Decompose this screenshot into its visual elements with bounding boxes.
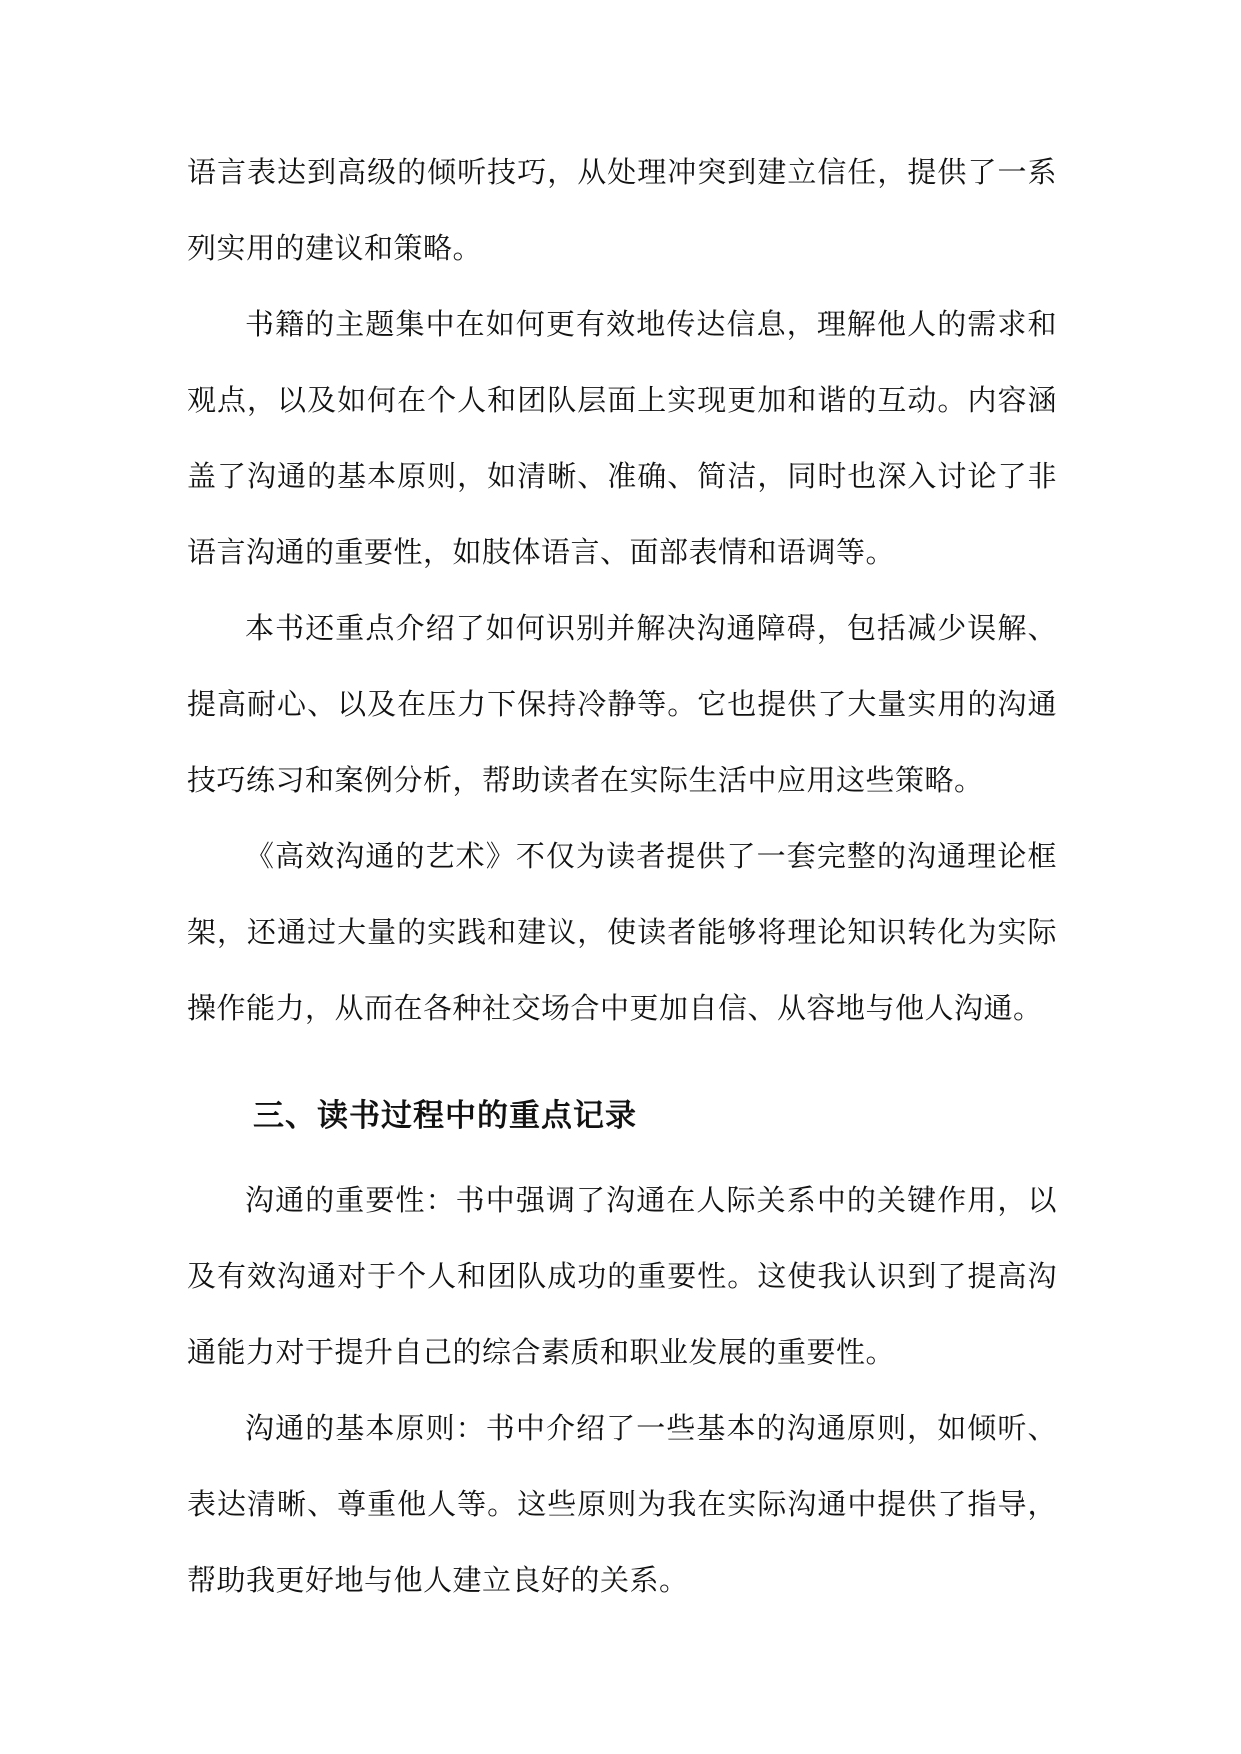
paragraph-book-theme: 书籍的主题集中在如何更有效地传达信息，理解他人的需求和观点，以及如何在个人和团队层面上实现更加和谐的互动。内容涵盖了沟通的基本原则，如清晰、准确、简洁，同时也深入讨论了非语言沟通的重要性，如肢体语言、面部表情和语调等。 [187, 307, 1057, 569]
section-heading: 三、读书过程中的重点记录 [253, 1098, 637, 1134]
paragraph-basic-principles: 沟通的基本原则：书中介绍了一些基本的沟通原则，如倾听、表达清晰、尊重他人等。这些原则为我在实际沟通中提供了指导，帮助我更好地与他人建立良好的关系。 [187, 1411, 1057, 1597]
paragraph-book-summary: 《高效沟通的艺术》不仅为读者提供了一套完整的沟通理论框架，还通过大量的实践和建议，使读者能够将理论知识转化为实际操作能力，从而在各种社交场合中更加自信、从容地与他人沟通。 [187, 839, 1057, 1025]
paragraph-communication-barriers: 本书还重点介绍了如何识别并解决沟通障碍，包括减少误解、提高耐心、以及在压力下保持冷静等。它也提供了大量实用的沟通技巧练习和案例分析，帮助读者在实际生活中应用这些策略。 [187, 611, 1057, 797]
paragraph-continuation: 语言表达到高级的倾听技巧，从处理冲突到建立信任，提供了一系列实用的建议和策略。 [187, 155, 1057, 265]
paragraph-importance-of-communication: 沟通的重要性：书中强调了沟通在人际关系中的关键作用，以及有效沟通对于个人和团队成功的重要性。这使我认识到了提高沟通能力对于提升自己的综合素质和职业发展的重要性。 [187, 1183, 1057, 1369]
